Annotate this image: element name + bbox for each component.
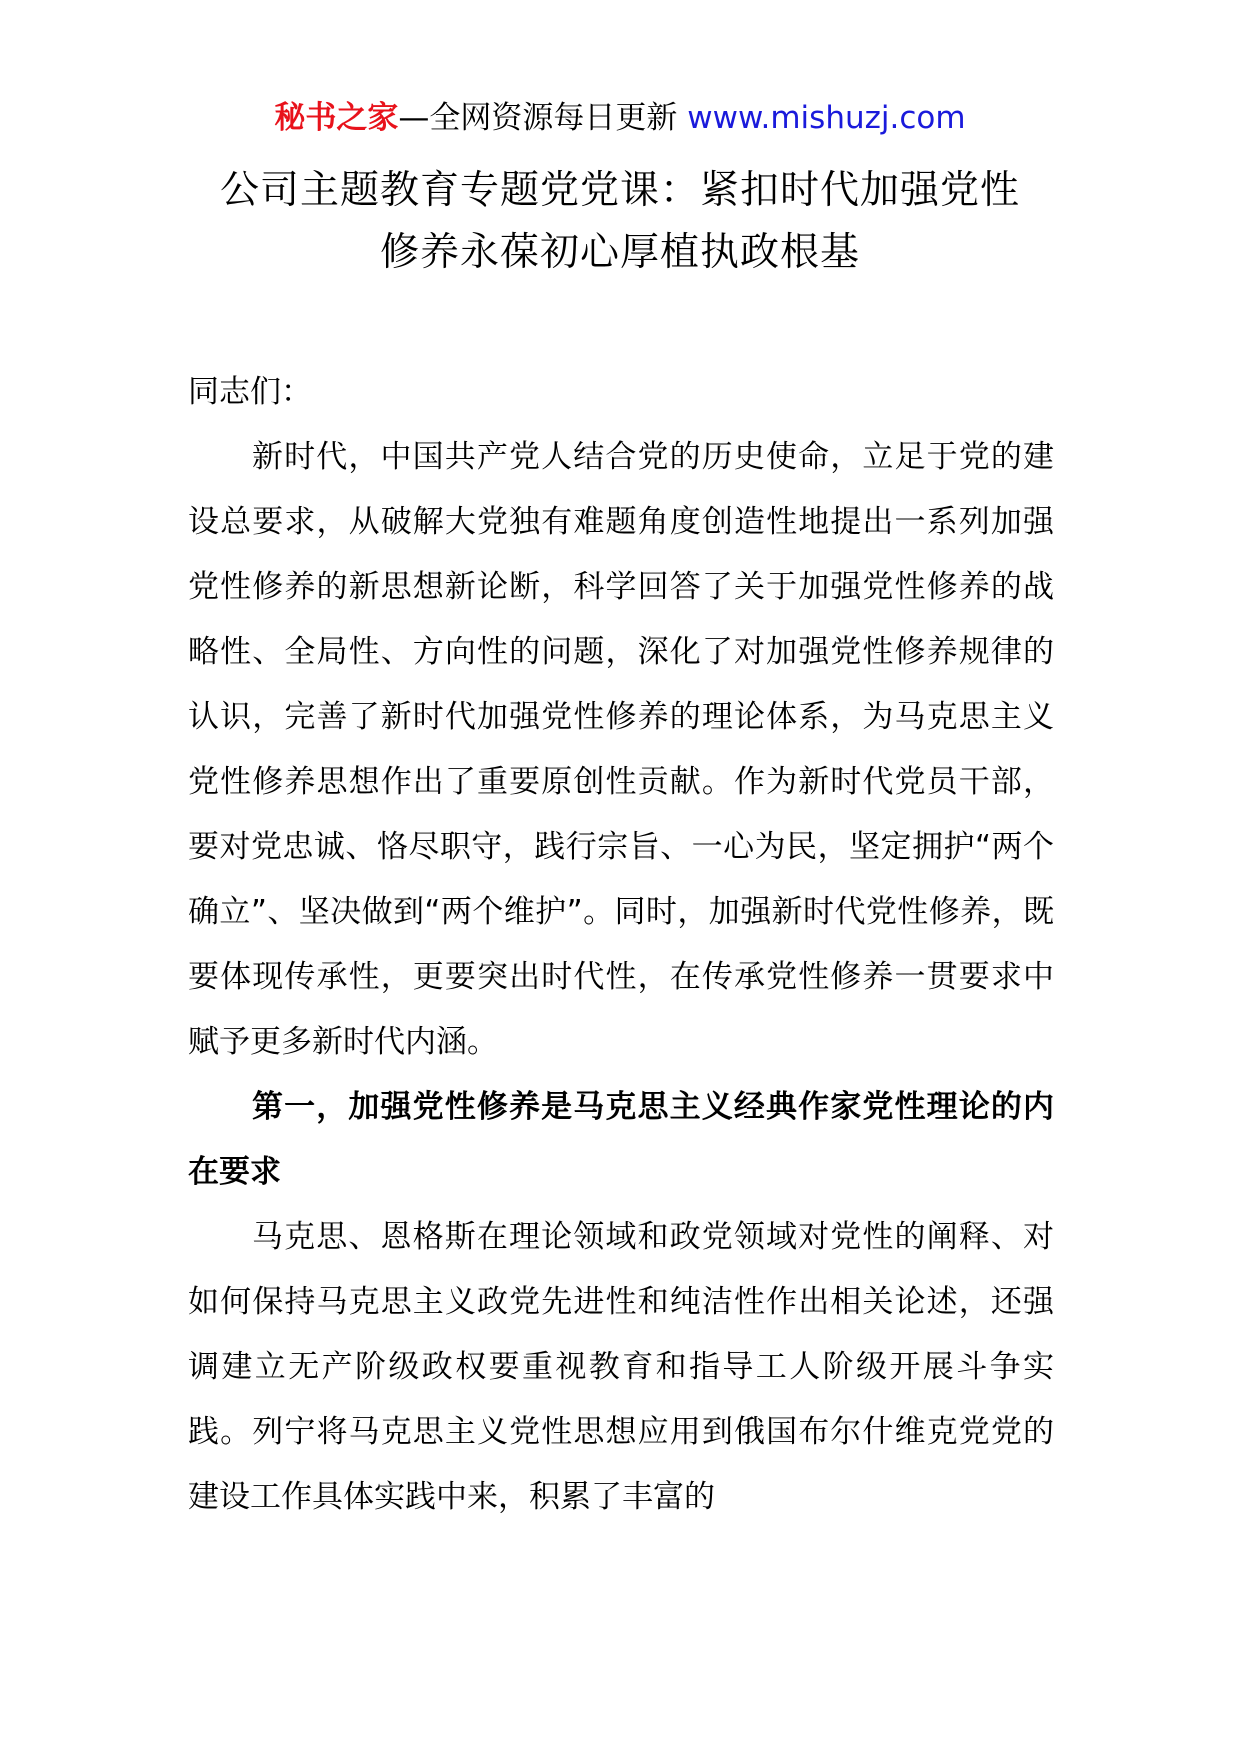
title-line-2: 修养永葆初心厚植执政根基 [379, 230, 860, 275]
site-header [0, 98, 1240, 138]
site-url-link[interactable]: www.mishuzj.com [687, 100, 966, 136]
site-brand: 秘书之家 [274, 100, 399, 136]
paragraph-2: 马克思、恩格斯在理论领域和政党领域对党性的阐释、对如何保持马克思主义政党先进性和纯洁性作出相关论述，还强调建立无产阶级政权要重视教育和指导工人阶级开展斗争实践。列宁将马克思主义党性思想应用到俄国布尔什维克党党的建设工作具体实践中来，积累了丰富的 [188, 1219, 1054, 1515]
paragraph-1: 新时代，中国共产党人结合党的历史使命，立足于党的建设总要求，从破解大党独有难题角度创造性地提出一系列加强党性修养的新思想新论断，科学回答了关于加强党性修养的战略性、全局性、方向性的问题，深化了对加强党性修养规律的认识，完善了新时代加强党性修养的理论体系，为马克思主义党性修养思想作出了重要原创性贡献。作为新时代党员干部，要对党忠诚、恪尽职守，践行宗旨、一心为民，坚定拥护“两个确立”、坚决做到“两个维护”。同时，加强新时代党性修养，既要体现传承性，更要突出时代性，在传承党性修养一贯要求中赋予更多新时代内涵。 [188, 439, 1054, 1060]
section-heading-1: 第一，加强党性修养是马克思主义经典作家党性理论的内在要求 [188, 1089, 1054, 1190]
title-line-1: 公司主题教育专题党党课：紧扣时代加强党性 [219, 168, 1020, 213]
greeting: 同志们： [188, 374, 312, 410]
document-title [170, 160, 1070, 284]
site-tagline: —全网资源每日更新 [398, 100, 678, 136]
document-body [188, 360, 1054, 1530]
